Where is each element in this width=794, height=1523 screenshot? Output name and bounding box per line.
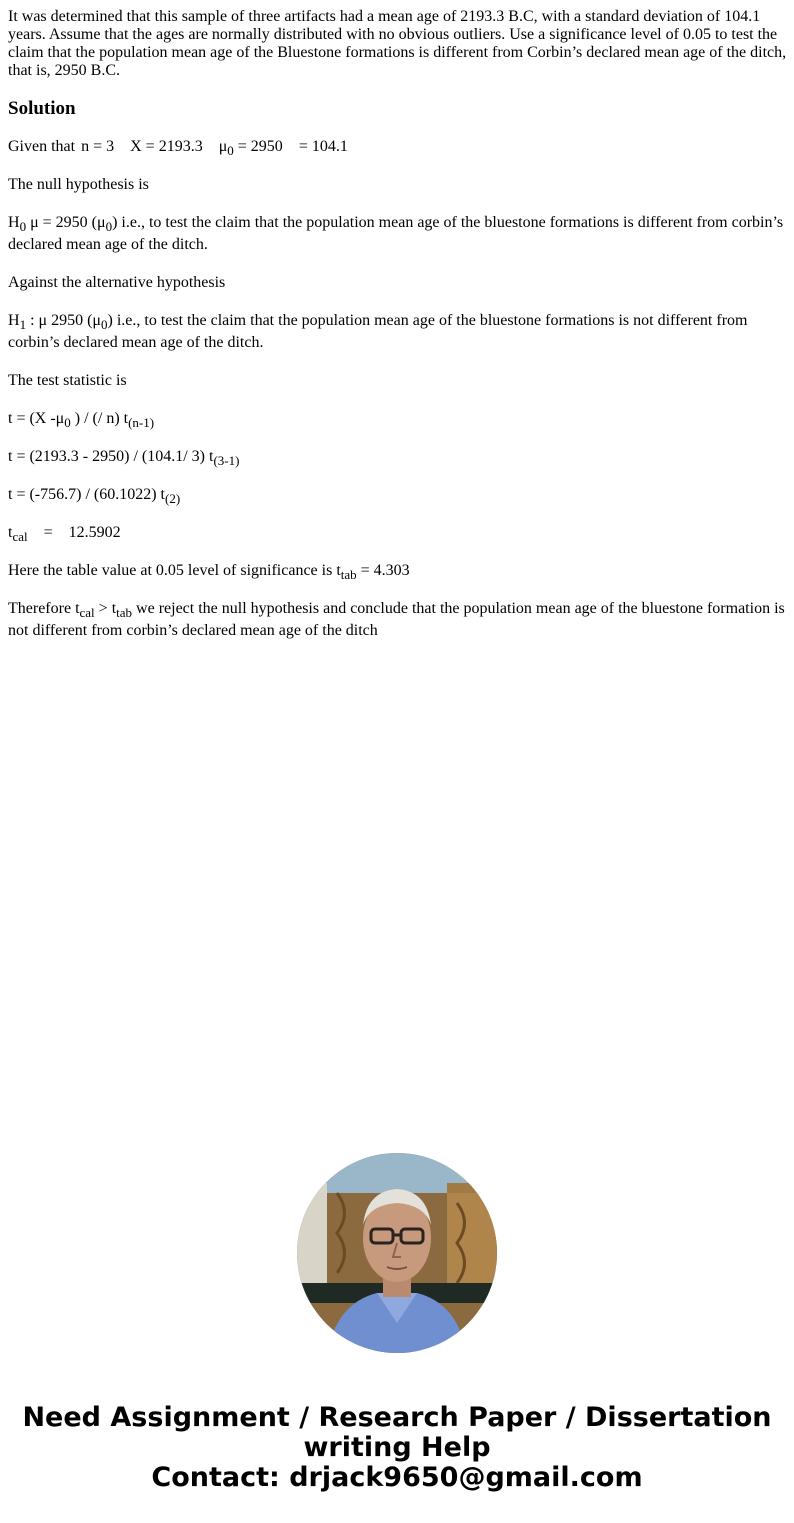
table-text-a: Here the table value at 0.05 level of significance is t bbox=[8, 562, 341, 579]
eq2-sub: (3-1) bbox=[213, 453, 240, 468]
document-body bbox=[8, 8, 788, 658]
h1-symbol: H bbox=[8, 312, 20, 329]
problem-statement: It was determined that this sample of three artifacts had a mean age of 2193.3 B.C, with a standard deviation of 104.1 years. Assume that the ages are normally distributed with no obvious outliers. Use a significance level of 0.05 to test the claim that the population mean age of the Bluestone formations is different from Corbin’s declared mean age of the ditch, that is, 2950 B.C. bbox=[8, 8, 787, 79]
table-value bbox=[8, 560, 788, 582]
eq2-text: t = (2193.3 - 2950) / (104.1/ 3) t bbox=[8, 448, 214, 465]
eq3-text: t = (-756.7) / (60.1022) t bbox=[8, 486, 165, 503]
conclusion-sub-b: tab bbox=[116, 605, 133, 620]
h0-text-b: ) i.e., to test the claim that the population mean age of the bluestone formations is different from corbin’s declared mean age of the ditch. bbox=[8, 214, 784, 253]
h0-symbol: H bbox=[8, 214, 20, 231]
h0-text-a: μ = 2950 (μ bbox=[26, 214, 106, 231]
given-label: Given that bbox=[8, 138, 76, 155]
h1-text-b: ) i.e., to test the claim that the population mean age of the bluestone formations is not different from corbin’s declared mean age of the ditch. bbox=[8, 312, 748, 351]
given-mu: μ bbox=[218, 138, 228, 155]
footer-contact: Contact: drjack9650@gmail.com bbox=[151, 1462, 643, 1493]
footer-line-2: writing Help bbox=[303, 1432, 491, 1463]
solution-heading: Solution bbox=[8, 98, 76, 119]
given-sigma: = 104.1 bbox=[298, 138, 348, 155]
conclusion-text-c: we reject the null hypothesis and conclude that the population mean age of the bluestone formation is not different from corbin’s declared mean age of the ditch bbox=[8, 600, 785, 639]
conclusion-sub-a: cal bbox=[79, 605, 95, 620]
given-n: n = 3 bbox=[81, 138, 115, 155]
conclusion-text-b: > t bbox=[94, 600, 117, 617]
h1-subscript: 1 bbox=[19, 317, 27, 332]
eq1-sub-b: (n-1) bbox=[128, 415, 155, 430]
table-text-b: = 4.303 bbox=[356, 562, 410, 579]
equation-simplified bbox=[8, 484, 788, 506]
footer-line-1: Need Assignment / Research Paper / Dissertation bbox=[22, 1402, 772, 1433]
tcal-value: 12.5902 bbox=[68, 524, 121, 541]
h1-mu-subscript: 0 bbox=[101, 317, 108, 332]
h0-mu-subscript: 0 bbox=[105, 219, 113, 234]
conclusion-text-a: Therefore t bbox=[8, 600, 80, 617]
eq3-sub: (2) bbox=[165, 491, 181, 506]
given-line bbox=[8, 136, 788, 158]
author-portrait bbox=[297, 1153, 497, 1353]
tcal-symbol: t bbox=[8, 524, 13, 541]
null-hypothesis-intro: The null hypothesis is bbox=[8, 176, 149, 193]
given-xbar: X = 2193.3 bbox=[130, 138, 203, 155]
equation-formula bbox=[8, 408, 788, 430]
promo-footer bbox=[0, 1403, 794, 1493]
t-calculated bbox=[8, 522, 788, 544]
given-mu-sub: 0 bbox=[227, 143, 234, 158]
null-hypothesis bbox=[8, 212, 788, 256]
eq1-text-a: t = (X -μ bbox=[8, 410, 65, 427]
given-mu-value: = 2950 bbox=[233, 138, 283, 155]
equation-substituted bbox=[8, 446, 788, 468]
h0-subscript: 0 bbox=[19, 219, 27, 234]
tcal-equals: = bbox=[43, 524, 53, 541]
eq1-text-b: ) / (/ n) t bbox=[70, 410, 129, 427]
eq1-sub-a: 0 bbox=[64, 415, 71, 430]
portrait-illustration bbox=[297, 1153, 497, 1353]
table-subscript: tab bbox=[340, 567, 357, 582]
test-statistic-intro: The test statistic is bbox=[8, 372, 127, 389]
conclusion bbox=[8, 598, 788, 642]
h1-text-a: : μ 2950 (μ bbox=[26, 312, 101, 329]
alt-hypothesis bbox=[8, 310, 788, 354]
alt-hypothesis-intro: Against the alternative hypothesis bbox=[8, 274, 226, 291]
tcal-subscript: cal bbox=[12, 529, 28, 544]
